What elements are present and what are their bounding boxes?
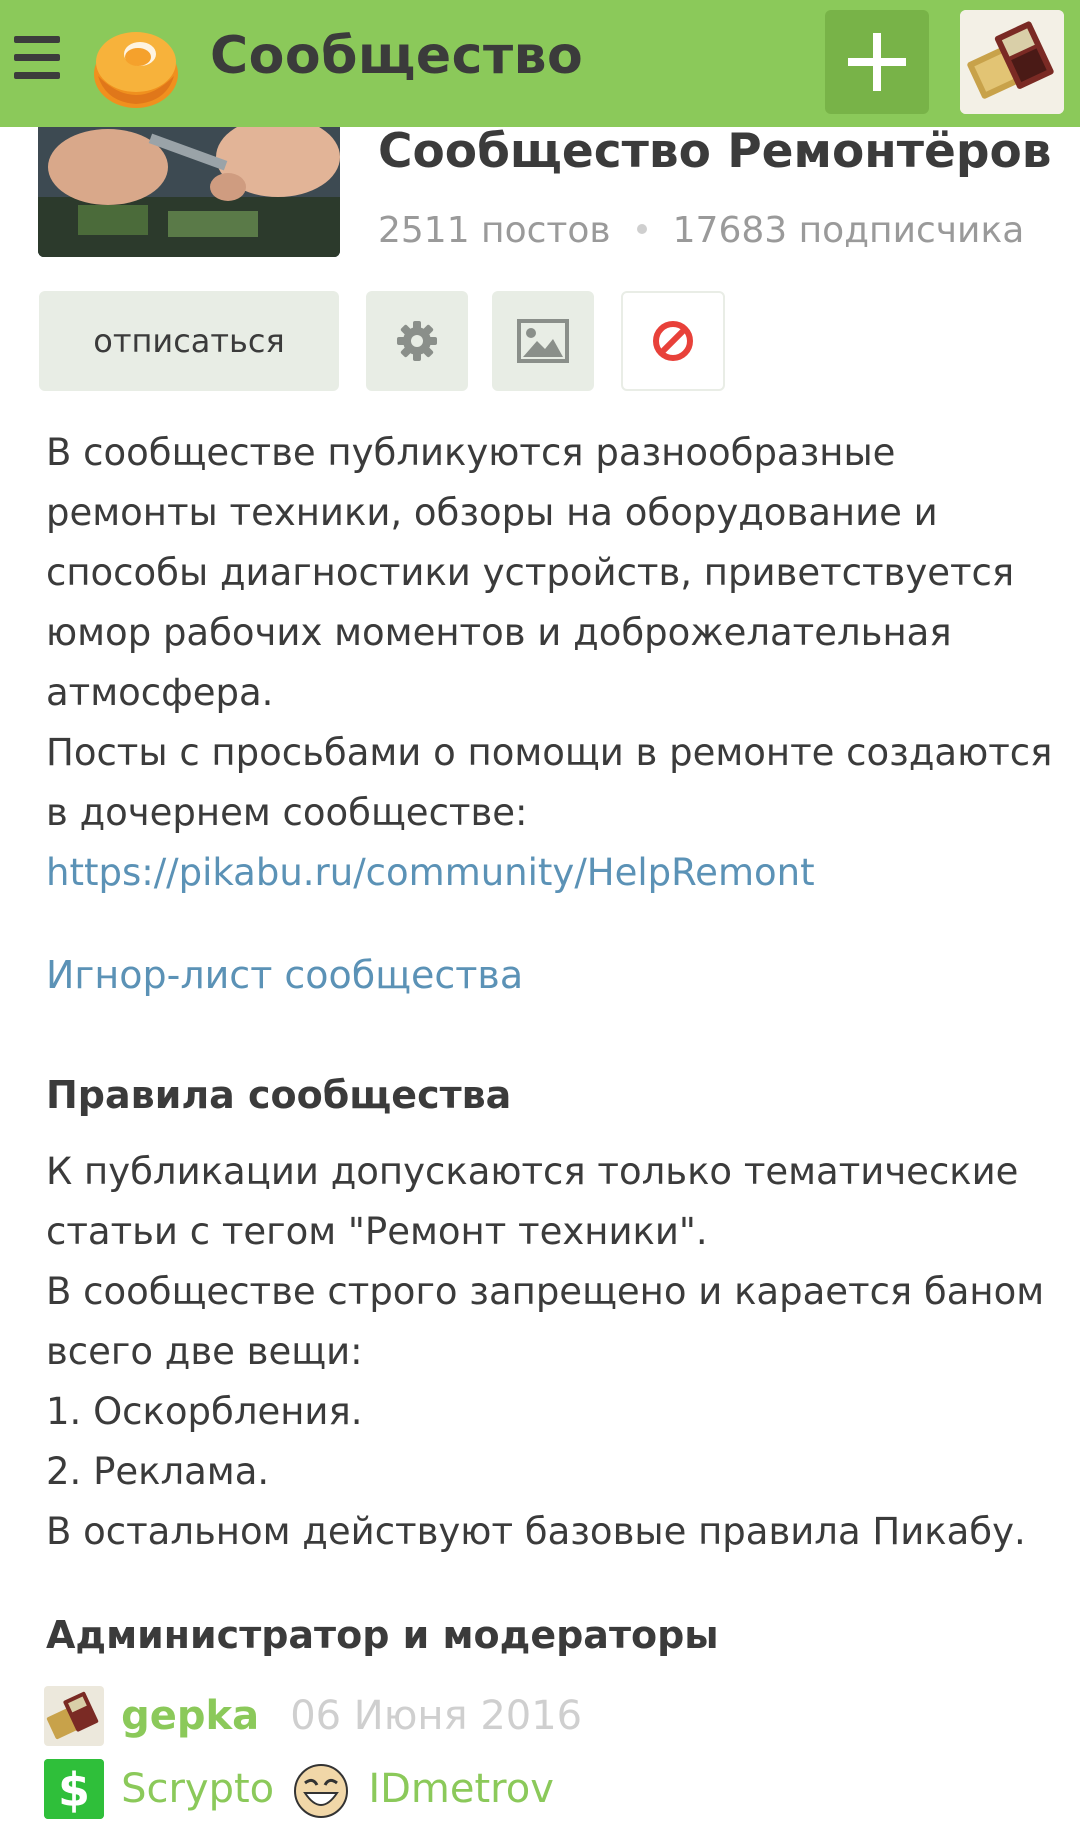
unsubscribe-button[interactable] xyxy=(39,291,339,391)
posts-count: 2511 постов xyxy=(378,210,611,251)
cover-image-button[interactable] xyxy=(492,291,594,391)
rule-line: В сообществе строго запрещено и карается баном всего две вещи: xyxy=(46,1270,1045,1373)
image-icon xyxy=(517,319,569,363)
community-stats xyxy=(378,210,1024,251)
admin-avatar[interactable] xyxy=(44,1686,104,1746)
user-avatar[interactable] xyxy=(960,10,1064,114)
settings-button[interactable] xyxy=(366,291,468,391)
moderator-username[interactable]: Scrypto xyxy=(121,1766,275,1812)
unsubscribe-label: отписаться xyxy=(93,322,285,360)
community-description xyxy=(46,423,1056,903)
rule-line: 1. Оскорбления. xyxy=(46,1390,363,1433)
admins-heading: Администратор и модераторы xyxy=(46,1613,719,1657)
block-icon xyxy=(651,319,695,363)
admin-entry xyxy=(44,1686,582,1746)
svg-text:$: $ xyxy=(57,1763,91,1817)
rule-line: 2. Реклама. xyxy=(46,1450,270,1493)
moderators-list xyxy=(44,1759,554,1819)
moderator-username[interactable]: IDmetrov xyxy=(368,1766,554,1812)
admin-username[interactable]: gepka xyxy=(121,1693,260,1739)
dollar-sign-icon[interactable] xyxy=(44,1759,104,1819)
add-post-button[interactable] xyxy=(825,10,929,114)
help-community-link[interactable]: https://pikabu.ru/community/HelpRemont xyxy=(46,851,815,894)
block-community-button[interactable] xyxy=(621,291,725,391)
top-bar xyxy=(0,0,1080,127)
ignore-list-link[interactable]: Игнор-лист сообщества xyxy=(46,953,524,997)
community-name: Сообщество Ремонтёров xyxy=(378,124,1052,179)
separator-dot xyxy=(637,224,647,234)
rule-line: В остальном действуют базовые правила Пикабу. xyxy=(46,1510,1026,1553)
pikabu-logo-icon[interactable] xyxy=(86,14,186,114)
rules-heading: Правила сообщества xyxy=(46,1073,512,1117)
hamburger-menu-icon[interactable] xyxy=(14,36,60,80)
description-text: В сообществе публикуются разнообразные ремонты техники, обзоры на оборудование и способы диагностики устройств, приветствуется юмор рабочих моментов и доброжелательная атмосфера. xyxy=(46,431,1015,714)
rules-text xyxy=(46,1142,1056,1562)
community-cover-image xyxy=(38,127,340,257)
description-help-text: Посты с просьбами о помощи в ремонте создаются в дочернем сообществе: xyxy=(46,731,1053,834)
laughing-face-icon[interactable] xyxy=(291,1759,351,1819)
subscribers-count: 17683 подписчика xyxy=(672,210,1025,251)
page-title: Сообщество xyxy=(210,26,584,86)
admin-since-date: 06 Июня 2016 xyxy=(290,1693,583,1739)
rule-line: К публикации допускаются только тематические статьи с тегом "Ремонт техники". xyxy=(46,1150,1019,1253)
gear-icon xyxy=(395,319,439,363)
